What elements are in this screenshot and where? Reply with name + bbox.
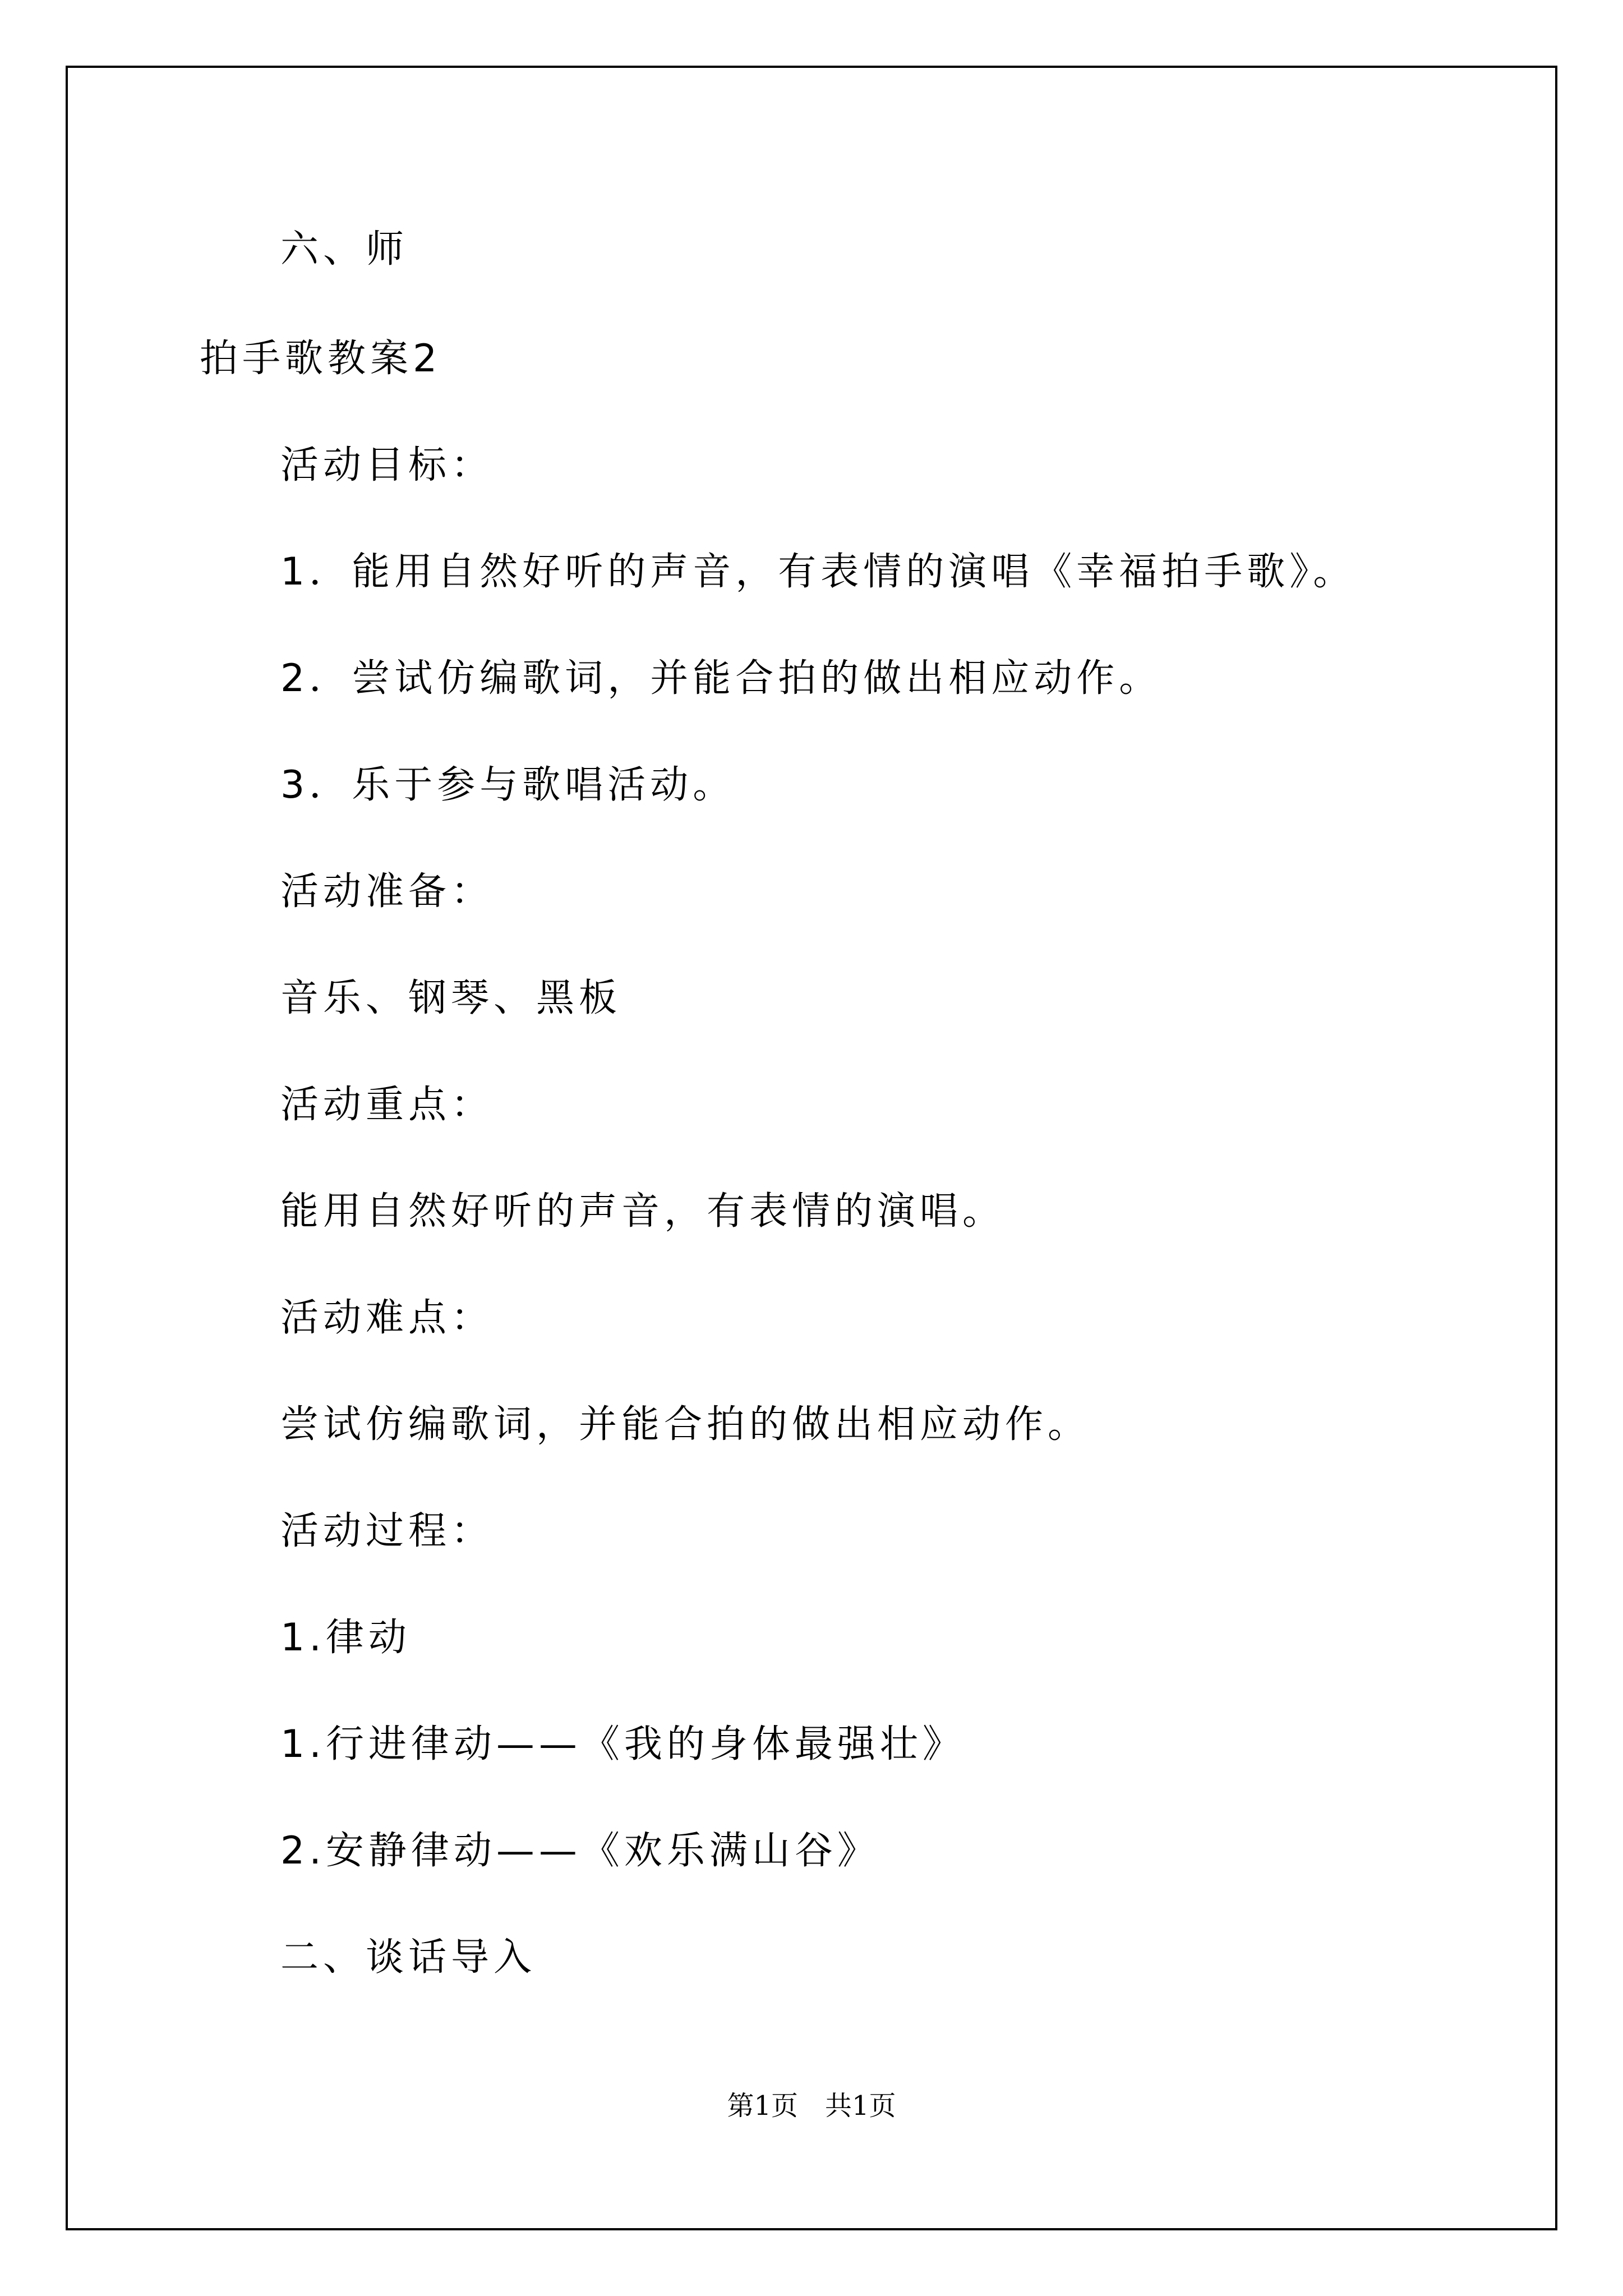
key-point-text: 能用自然好听的声音，有表情的演唱。 [280,1189,1006,1234]
section-heading: 六、师 [280,227,409,272]
objective-item: 1．能用自然好听的声音，有表情的演唱《幸福拍手歌》。 [280,550,1356,594]
page-border [66,66,1557,2230]
process-heading: 活动过程： [280,1509,494,1553]
key-point-heading: 活动重点： [280,1083,494,1127]
document-title: 拍手歌教案2 [200,337,442,381]
process-step: 1.律动 [280,1616,411,1660]
process-step: 1.行进律动——《我的身体最强壮》 [280,1722,965,1766]
process-step: 2.安静律动——《欢乐满山谷》 [280,1829,880,1873]
section-heading: 二、谈话导入 [280,1935,537,1980]
difficulty-heading: 活动难点： [280,1296,494,1340]
objective-item: 3．乐于参与歌唱活动。 [280,763,736,807]
preparation-text: 音乐、钢琴、黑板 [280,976,622,1020]
difficulty-text: 尝试仿编歌词，并能合拍的做出相应动作。 [280,1402,1091,1447]
objective-item: 2．尝试仿编歌词，并能合拍的做出相应动作。 [280,656,1162,701]
preparation-heading: 活动准备： [280,869,494,914]
objectives-heading: 活动目标： [280,443,494,487]
page-number: 第1页 共1页 [727,2090,896,2122]
